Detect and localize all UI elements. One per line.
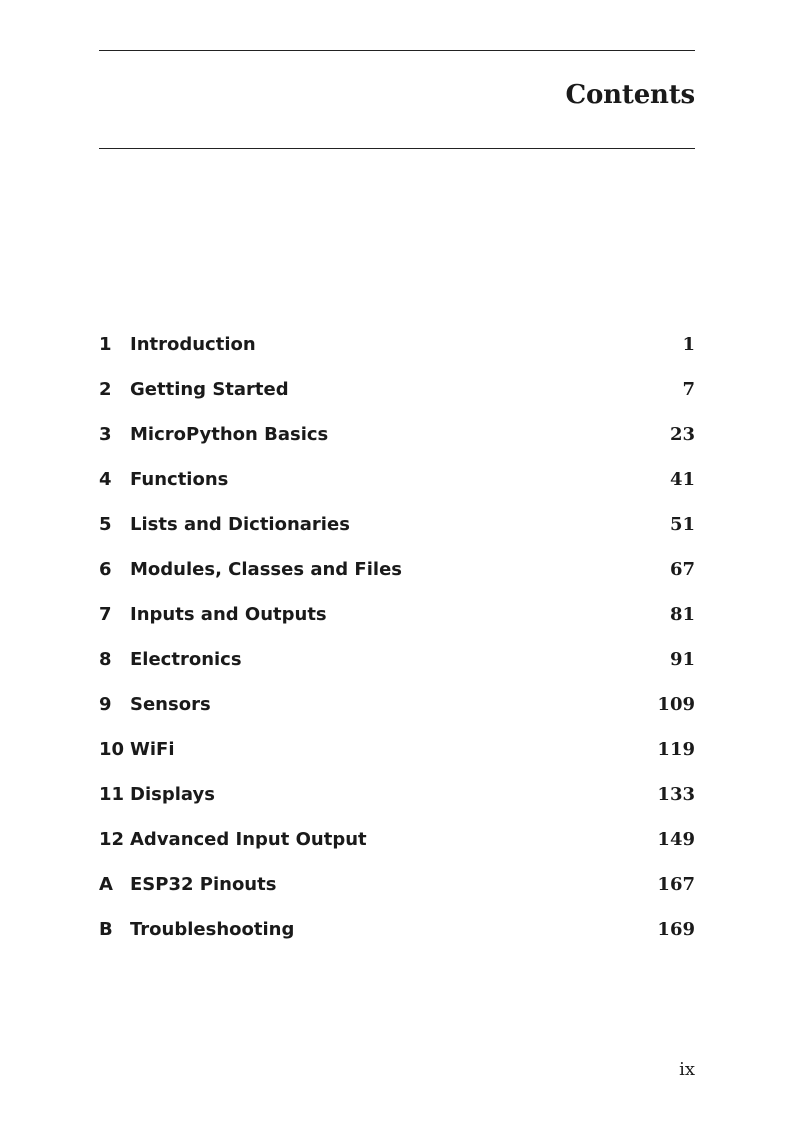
chapter-title[interactable]: Inputs and Outputs xyxy=(130,604,327,625)
chapter-title[interactable]: Advanced Input Output xyxy=(130,829,367,850)
chapter-number: 1 xyxy=(99,334,112,355)
toc-entry[interactable] xyxy=(99,465,695,510)
page-number: 67 xyxy=(669,559,695,580)
appendix-letter: B xyxy=(99,919,113,940)
page-number: 7 xyxy=(682,379,695,400)
chapter-title[interactable]: Displays xyxy=(130,784,215,805)
header-rule-top xyxy=(99,50,695,51)
chapter-title[interactable]: MicroPython Basics xyxy=(130,424,329,445)
page-number: 91 xyxy=(669,649,695,670)
chapter-number: 3 xyxy=(99,424,112,445)
chapter-title[interactable]: Lists and Dictionaries xyxy=(130,514,350,535)
chapter-number: 9 xyxy=(99,694,112,715)
chapter-title[interactable]: Introduction xyxy=(130,334,256,355)
page-number: 81 xyxy=(669,604,695,625)
appendix-title[interactable]: ESP32 Pinouts xyxy=(130,874,277,895)
toc-entry[interactable] xyxy=(99,600,695,645)
chapter-title[interactable]: Getting Started xyxy=(130,379,289,400)
toc-entry[interactable] xyxy=(99,510,695,555)
chapter-number: 2 xyxy=(99,379,112,400)
chapter-number: 11 xyxy=(99,784,125,805)
page-number: 149 xyxy=(657,829,695,850)
page-number: 51 xyxy=(669,514,695,535)
chapter-number: 5 xyxy=(99,514,112,535)
appendix-title[interactable]: Troubleshooting xyxy=(130,919,295,940)
table-of-contents xyxy=(99,330,695,960)
chapter-number: 4 xyxy=(99,469,112,490)
page-number: 41 xyxy=(669,469,695,490)
page-title: Contents xyxy=(565,80,695,110)
page-number: 1 xyxy=(682,334,695,355)
page-number: 133 xyxy=(657,784,695,805)
toc-entry[interactable] xyxy=(99,870,695,915)
toc-entry[interactable] xyxy=(99,690,695,735)
toc-entry[interactable] xyxy=(99,420,695,465)
chapter-title[interactable]: Functions xyxy=(130,469,229,490)
header-rule-bottom xyxy=(99,148,695,149)
chapter-number: 7 xyxy=(99,604,112,625)
page-number: 23 xyxy=(669,424,695,445)
toc-entry[interactable] xyxy=(99,645,695,690)
chapter-number: 8 xyxy=(99,649,112,670)
chapter-title[interactable]: Modules, Classes and Files xyxy=(130,559,402,580)
toc-entry[interactable] xyxy=(99,915,695,960)
toc-entry[interactable] xyxy=(99,825,695,870)
toc-entry[interactable] xyxy=(99,330,695,375)
page-number: 169 xyxy=(657,919,695,940)
chapter-number: 12 xyxy=(99,829,125,850)
appendix-letter: A xyxy=(99,874,113,895)
chapter-title[interactable]: Sensors xyxy=(130,694,211,715)
toc-entry[interactable] xyxy=(99,735,695,780)
chapter-title[interactable]: WiFi xyxy=(130,739,175,760)
toc-entry[interactable] xyxy=(99,555,695,600)
chapter-title[interactable]: Electronics xyxy=(130,649,242,670)
toc-entry[interactable] xyxy=(99,780,695,825)
page-folio: ix xyxy=(679,1059,695,1080)
toc-entry[interactable] xyxy=(99,375,695,420)
page-number: 167 xyxy=(657,874,695,895)
page-number: 119 xyxy=(657,739,695,760)
chapter-number: 6 xyxy=(99,559,112,580)
page-number: 109 xyxy=(657,694,695,715)
chapter-number: 10 xyxy=(99,739,125,760)
